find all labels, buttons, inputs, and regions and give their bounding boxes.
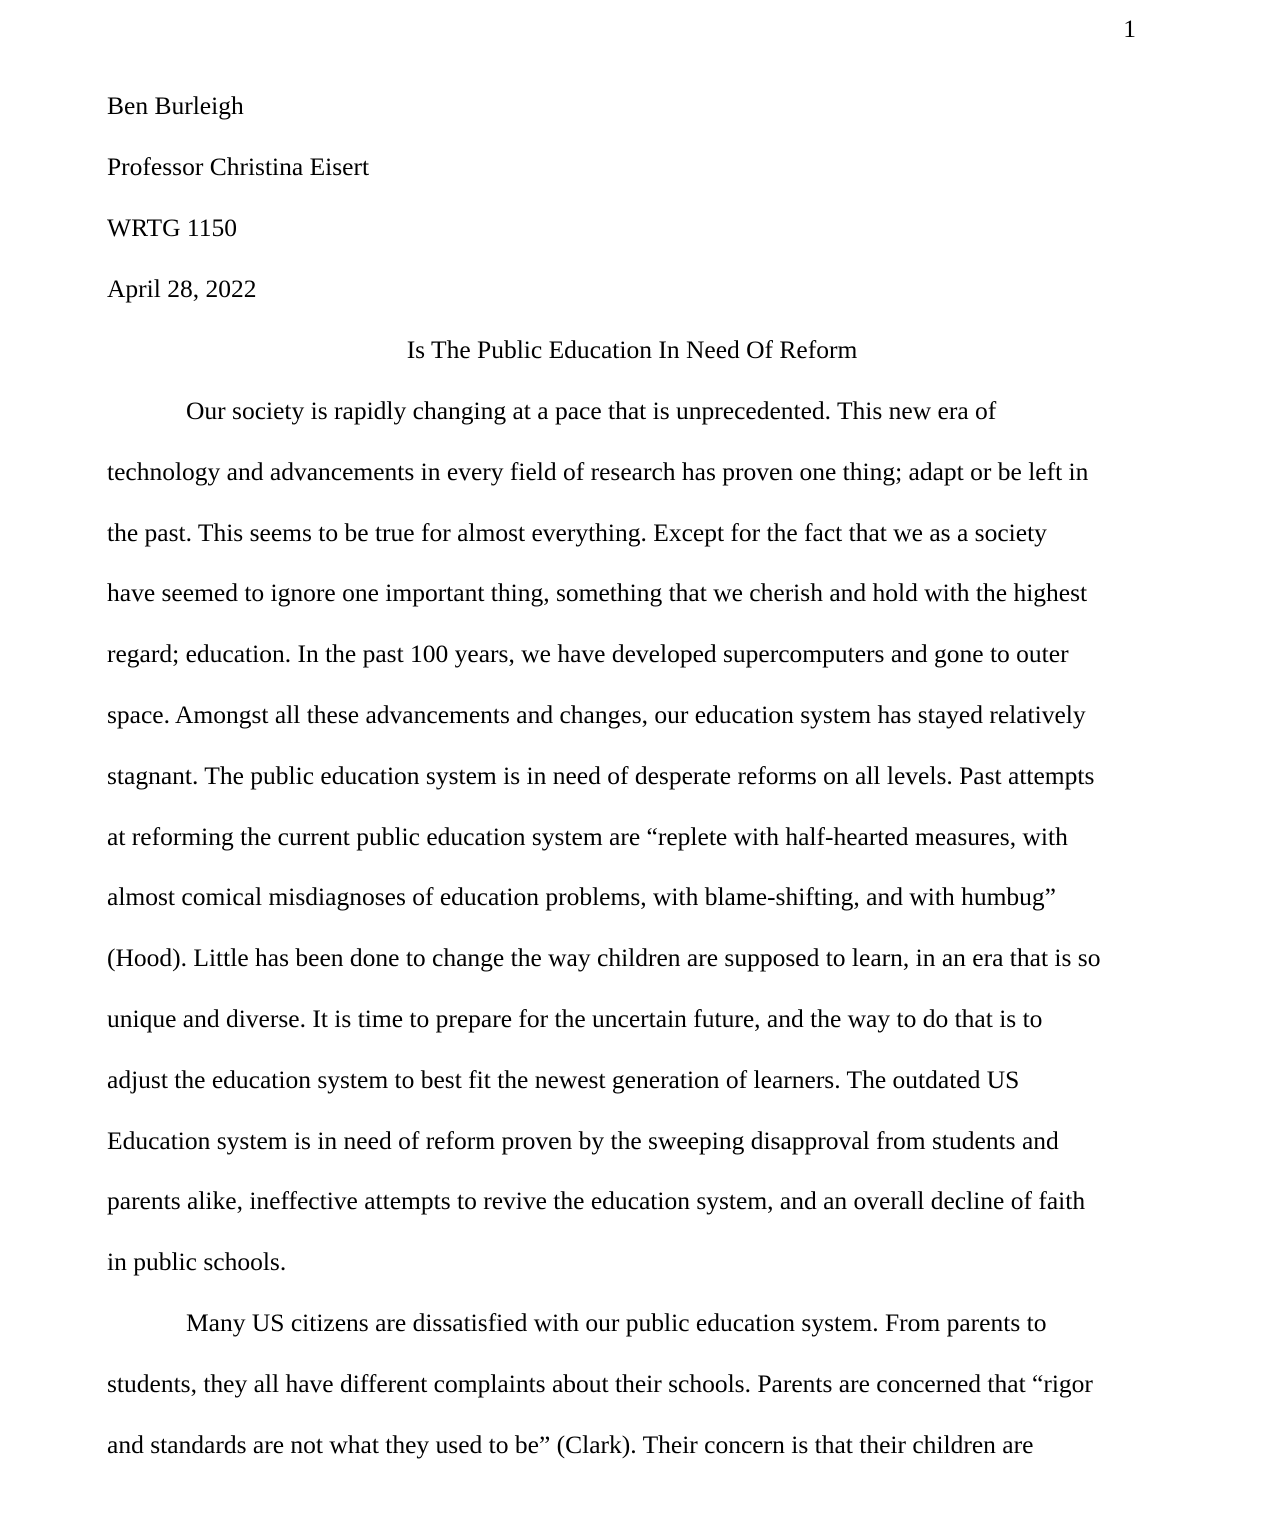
paragraph-line: have seemed to ignore one important thing, something that we cherish and hold with the highest	[107, 578, 1088, 608]
paragraph-line: regard; education. In the past 100 years, we have developed supercomputers and gone to outer	[107, 639, 1069, 669]
paragraph-line: technology and advancements in every field of research has proven one thing; adapt or be left in	[107, 456, 1089, 486]
author-name: Ben Burleigh	[107, 91, 244, 120]
date: April 28, 2022	[107, 274, 257, 303]
paragraph-line: Our society is rapidly changing at a pace that is unprecedented. This new era of	[186, 396, 997, 425]
paragraph-line: the past. This seems to be true for almost everything. Except for the fact that we as a society	[107, 517, 1047, 547]
paragraph-line: students, they all have different complaints about their schools. Parents are concerned that “rigor	[107, 1368, 1093, 1398]
paragraph-line: parents alike, ineffective attempts to revive the education system, and an overall decline of faith	[107, 1186, 1086, 1216]
paragraph-line: Many US citizens are dissatisfied with our public education system. From parents to	[186, 1307, 1047, 1337]
document-body	[107, 89, 1167, 1488]
paragraph-line: in public schools.	[107, 1247, 287, 1277]
paragraph-2	[107, 1306, 1167, 1488]
page-number: 1	[1123, 14, 1136, 43]
essay-title: Is The Public Education In Need Of Reform	[406, 335, 858, 364]
paragraph-line: and standards are not what they used to be” (Clark). Their concern is that their children are	[107, 1429, 1034, 1459]
paragraph-line: space. Amongst all these advancements and changes, our education system has stayed relatively	[107, 699, 1086, 729]
course-code: WRTG 1150	[107, 213, 237, 242]
instructor-name: Professor Christina Eisert	[107, 152, 370, 181]
paragraph-line: adjust the education system to best fit the newest generation of learners. The outdated US	[107, 1064, 1020, 1094]
paragraph-1	[107, 394, 1167, 1306]
paragraph-line: stagnant. The public education system is in need of desperate reforms on all levels. Past attempts	[107, 760, 1095, 790]
paragraph-line: almost comical misdiagnoses of education problems, with blame-shifting, and with humbug”	[107, 882, 1056, 912]
paragraph-line: unique and diverse. It is time to prepare for the uncertain future, and the way to do that is to	[107, 1003, 1043, 1033]
paragraph-line: at reforming the current public education system are “replete with half-hearted measures, with	[107, 821, 1068, 851]
paragraph-line: (Hood). Little has been done to change the way children are supposed to learn, in an era that is so	[107, 943, 1101, 973]
paragraph-line: Education system is in need of reform proven by the sweeping disapproval from students and	[107, 1125, 1059, 1155]
